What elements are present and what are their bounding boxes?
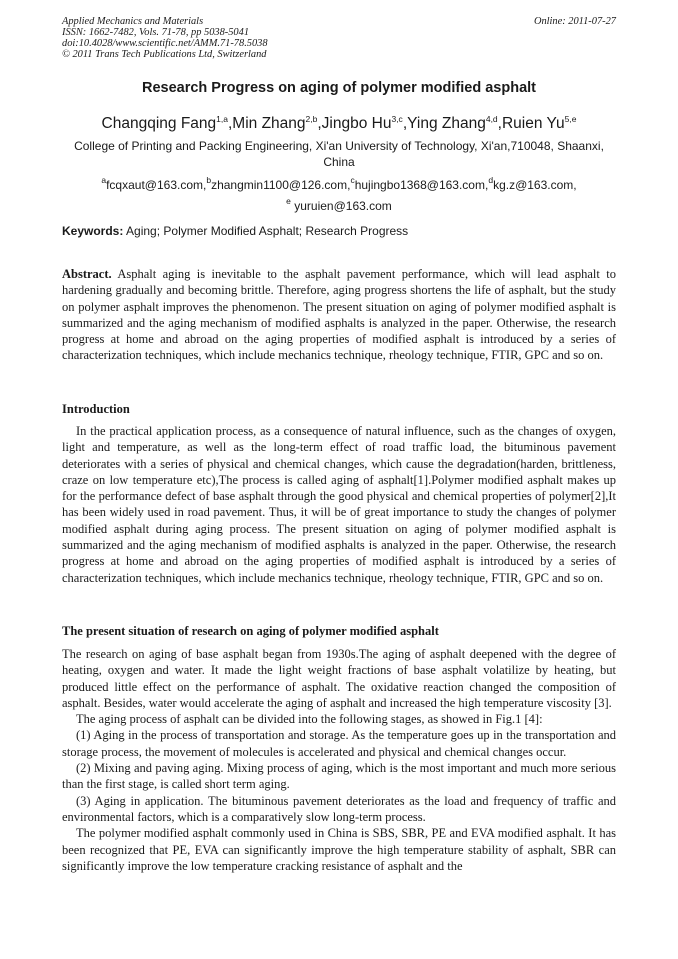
doi-line: doi:10.4028/www.scientific.net/AMM.71-78.5038 xyxy=(62,38,268,49)
email-superscript: d xyxy=(488,175,494,185)
affiliation: College of Printing and Packing Engineering, Xi'an University of Technology, Xi'an,710048, Shaanxi, China xyxy=(74,139,604,169)
author-name: Changqing Fang xyxy=(101,115,217,132)
paragraph: The aging process of asphalt can be divided into the following stages, as showed in Fig.1 [4]: xyxy=(76,712,543,727)
introduction-heading: Introduction xyxy=(62,402,130,416)
author-name: Jingbo Hu xyxy=(321,115,392,132)
introduction-body xyxy=(62,423,616,586)
email-line-1 xyxy=(62,175,616,196)
paragraph: (2) Mixing and paving aging. Mixing process of aging, which is the most important and much more serious than the first stage, is called short term aging. xyxy=(62,761,616,792)
email-address: fcqxaut@163.com, xyxy=(106,178,207,192)
paper-title: Research Progress on aging of polymer modified asphalt xyxy=(141,80,536,96)
email-line-2 xyxy=(62,196,616,217)
author-separator: , xyxy=(402,115,408,132)
abstract xyxy=(62,266,616,364)
author-name: Ruien Yu xyxy=(501,115,565,132)
paragraph: The polymer modified asphalt commonly used in China is SBS, SBR, PE and EVA modified asphalt. It has been recognized that PE, EVA can significantly improve the high temperature stability of asphalt, SBR can significantly improve the low temperature cracking resistance of asphalt and the xyxy=(62,826,616,873)
paragraph: The research on aging of base asphalt began from 1930s.The aging of asphalt deepened with the degree of heating, oxygen and water. It made the light weight fractions of base asphalt volatilize by heating, but produced little effect on the performance of asphalt. The oxidative reaction changed the composition of asphalt. Besides, water would accelerate the aging of asphalt and increased the high temperature viscosity [3]. xyxy=(62,647,616,710)
author-name: Min Zhang xyxy=(232,115,306,132)
abstract-label: Abstract. xyxy=(62,267,112,281)
keywords-text: Aging; Polymer Modified Asphalt; Research Progress xyxy=(123,224,409,238)
author-superscript: 3,c xyxy=(391,114,403,124)
introduction-paragraph: In the practical application process, as a consequence of natural influence, such as the changes of oxygen, light and temperature, as well as the long-term effect of road traffic load, the bituminous pavement deteriorates with a series of physical and chemical changes, which cause the degradation(harden, brittleness, craze on low temperature etc),The process is called aging of asphalt[1].Polymer modified asphalt makes up for the performance defect of base asphalt through the good physical and chemical properties of polymer[2],It has been widely used in road pavement. Thus, it will be of great importance to study the changes of polymer modified asphalt during aging process. The present situation on aging of polymer modified asphalt is summarized and the aging mechanism of modified asphalts is analyzed in the paper. Otherwise, the research progress at home and abroad on the aging properties of modified asphalt is introduced by a series of characterization techniques, which include mechanics technique, rheology technique, FTIR, GPC and so on. xyxy=(62,424,616,585)
section-heading: The present situation of research on aging of polymer modified asphalt xyxy=(62,624,439,638)
email-superscript: b xyxy=(206,175,212,185)
email-address: hujingbo1368@163.com, xyxy=(354,178,489,192)
email-address: zhangmin1100@126.com, xyxy=(211,178,351,192)
email-address: yuruien@163.com xyxy=(290,199,392,213)
author-superscript: 5,e xyxy=(564,114,577,124)
section-body xyxy=(62,646,616,874)
keywords xyxy=(62,224,616,238)
paragraph: (3) Aging in application. The bituminous pavement deteriorates as the load and frequency of traffic and environmental factors, which is a comparatively slow long-term process. xyxy=(62,793,616,824)
author-list xyxy=(0,115,678,133)
email-superscript: c xyxy=(350,175,355,185)
author-superscript: 1,a xyxy=(216,114,228,124)
journal-header xyxy=(62,16,616,60)
online-date: Online: 2011-07-27 xyxy=(533,16,616,27)
author-separator: , xyxy=(317,115,322,132)
author-superscript: 4,d xyxy=(485,114,498,124)
author-superscript: 2,b xyxy=(305,114,318,124)
email-list xyxy=(62,175,616,217)
journal-name: Applied Mechanics and Materials xyxy=(62,16,204,27)
email-address: kg.z@163.com, xyxy=(493,178,577,192)
email-superscript: a xyxy=(101,175,107,185)
author-name: Ying Zhang xyxy=(407,115,486,132)
abstract-text: Asphalt aging is inevitable to the asphalt pavement performance, which will lead asphalt to hardening gradually and becoming brittle. Therefore, aging progress shortens the life of asphalt, but the study on polymer asphalt improves the phenomenon. The present situation on aging of polymer modified asphalt is summarized and the aging mechanism of modified asphalts is analyzed in the paper. Otherwise, the research progress at home and abroad on the aging properties of modified asphalt is introduced by a series of characterization techniques, which include mechanics technique, rheology technique, FTIR, GPC and so on. xyxy=(62,267,616,363)
author-separator: , xyxy=(497,115,502,132)
issn-line: ISSN: 1662-7482, Vols. 71-78, pp 5038-5041 xyxy=(62,27,250,38)
keywords-label: Keywords: xyxy=(62,224,124,238)
paragraph: (1) Aging in the process of transportation and storage. As the temperature goes up in the transportation and storage process, the movement of molecules is accelerated and physical and chemical changes occur. xyxy=(62,728,616,759)
copyright-line: © 2011 Trans Tech Publications Ltd, Switzerland xyxy=(62,49,267,60)
email-superscript: e xyxy=(286,196,291,206)
author-separator: , xyxy=(227,115,233,132)
